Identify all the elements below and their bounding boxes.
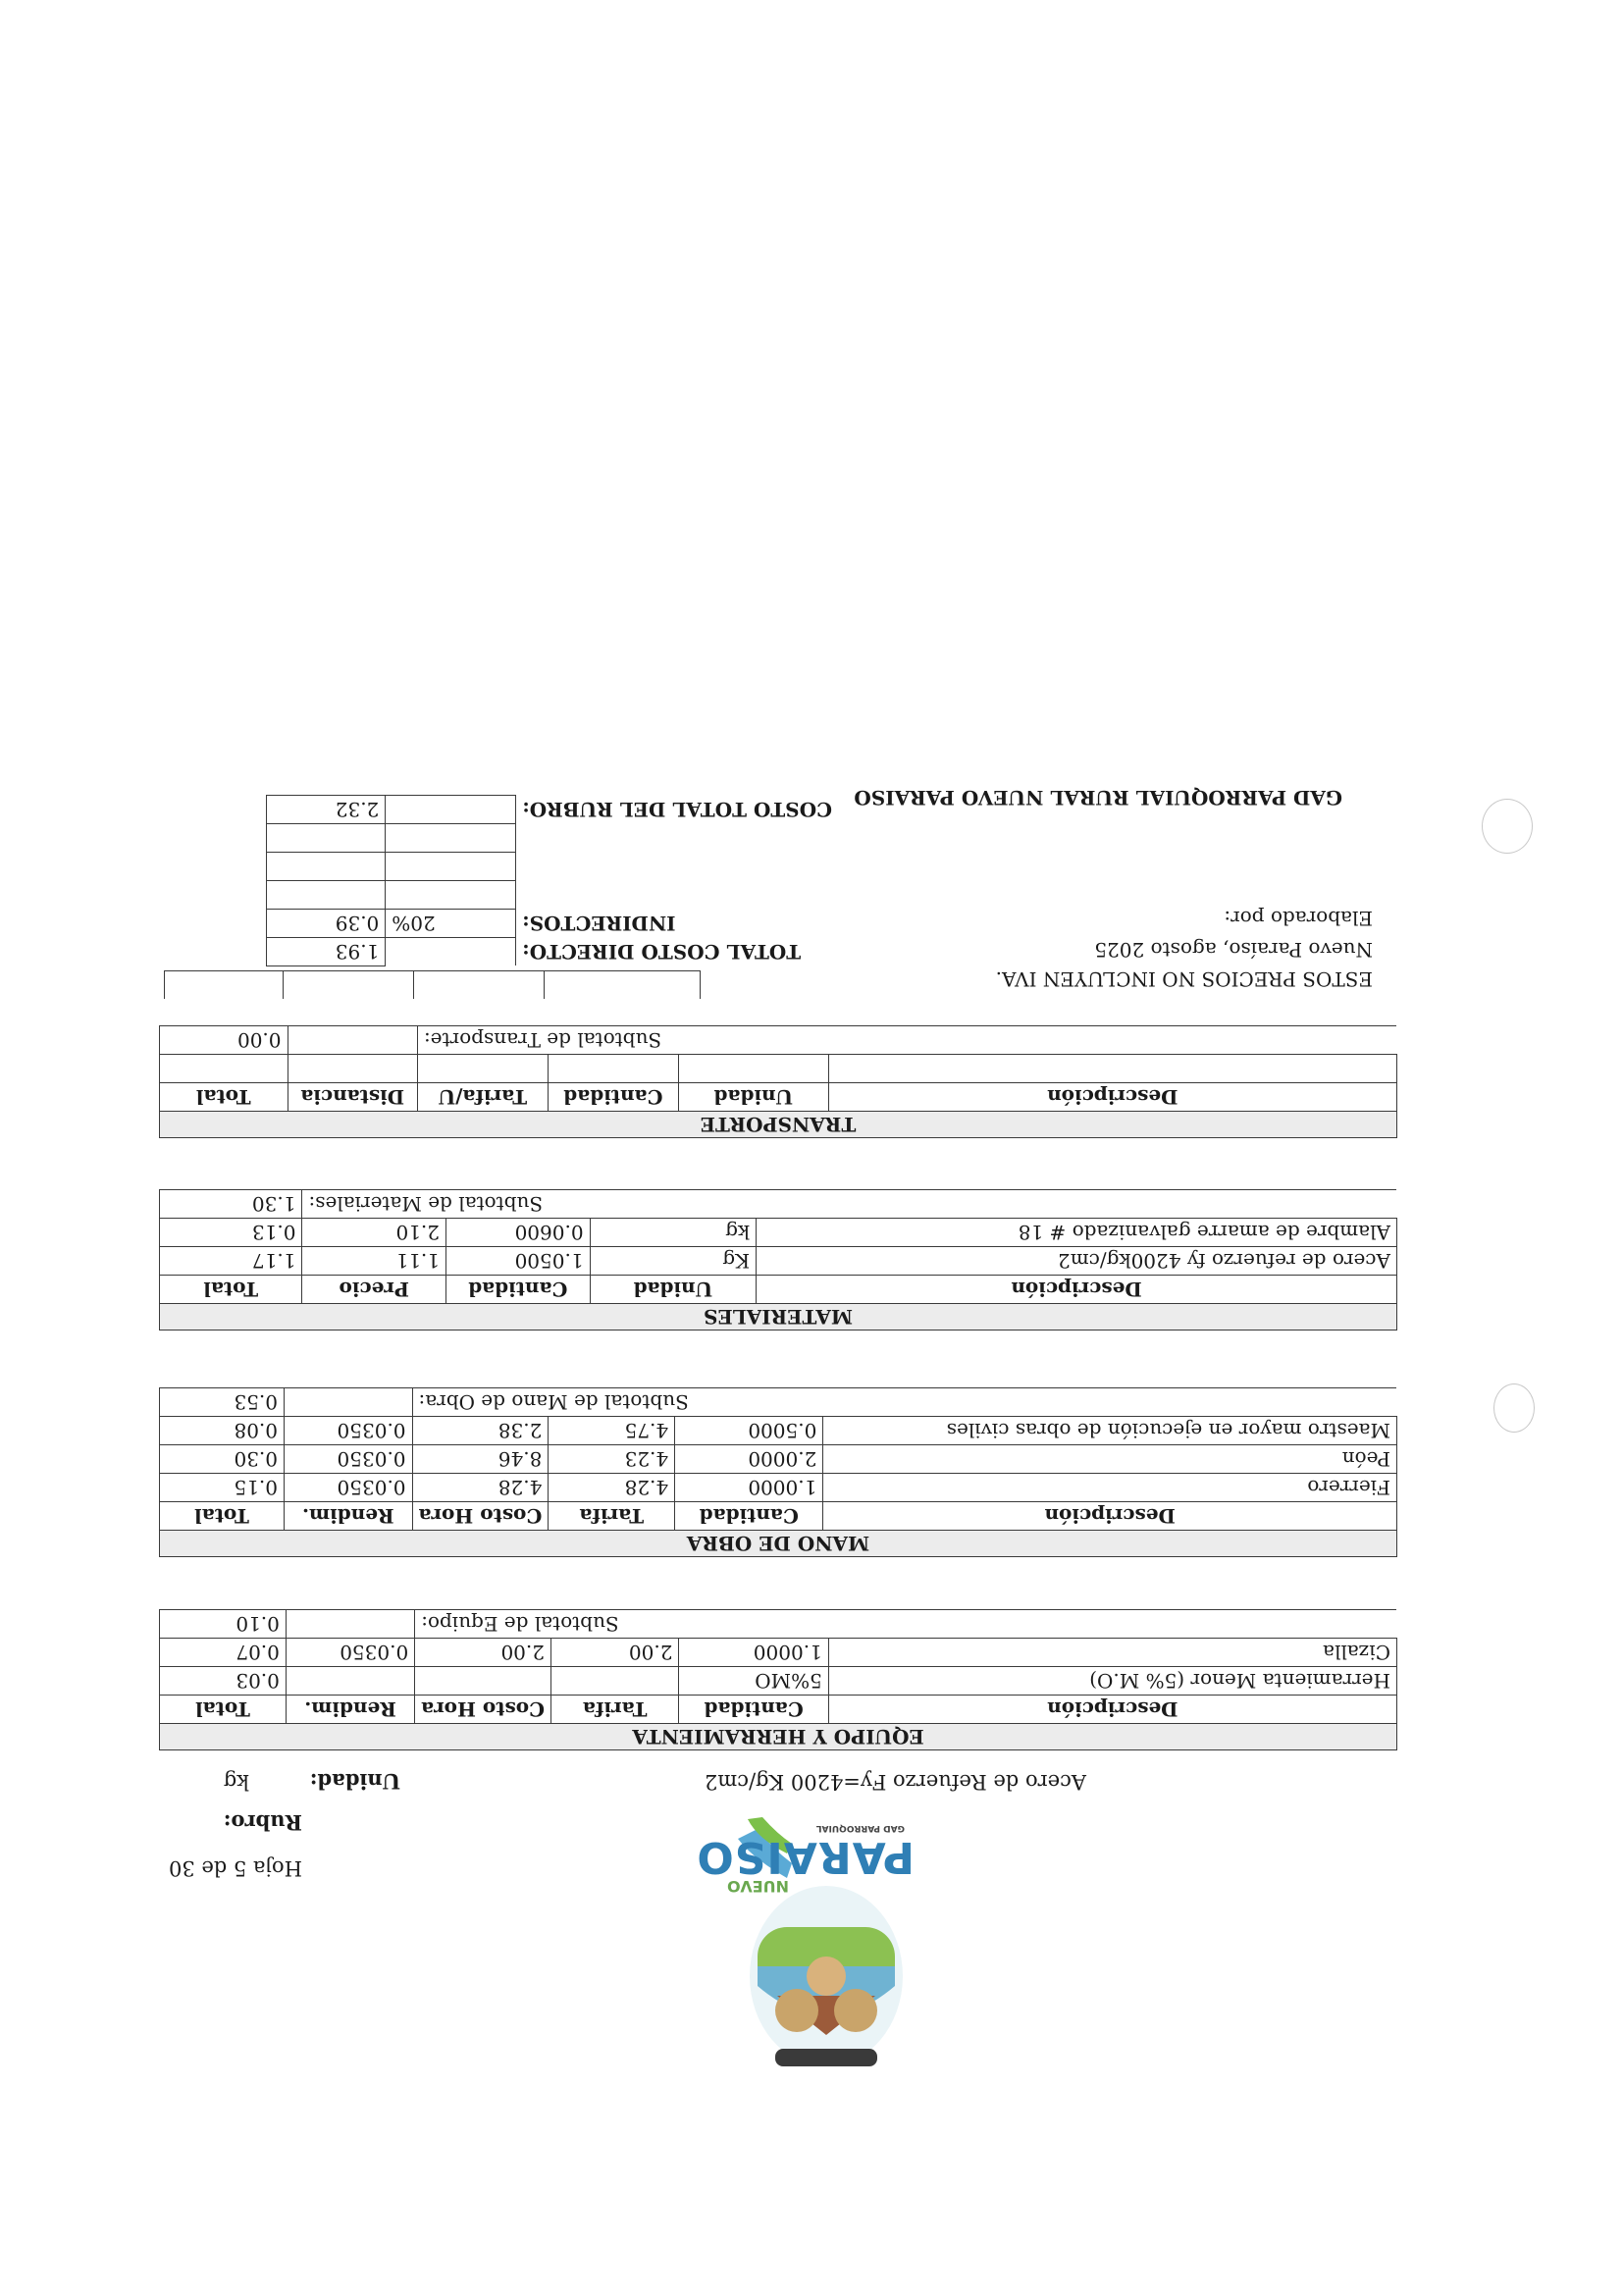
transporte-title: TRANSPORTE (160, 1112, 1397, 1138)
equipo-table (159, 1609, 1397, 1750)
cell: 1.0500 (446, 1247, 591, 1276)
rubro-value: Acero de Refuerzo Fy=4200 Kg/cm2 (704, 1770, 1086, 1794)
cell: 0.0350 (285, 1474, 413, 1502)
col-header: Total (160, 1502, 285, 1531)
cell: 2.00 (551, 1639, 679, 1667)
equipo-title: EQUIPO Y HERRAMIENTA (160, 1724, 1397, 1750)
cell: 0.5000 (675, 1417, 823, 1445)
mano-obra-subtotal-value: 0.53 (160, 1388, 285, 1417)
col-header: Costo Hora (415, 1696, 551, 1724)
cell-total: 0.03 (160, 1667, 287, 1696)
materiales-subtotal-label: Subtotal de Materiales: (302, 1190, 1397, 1219)
col-header: Costo Hora (412, 1502, 549, 1531)
cell: 5%MO (679, 1667, 828, 1696)
transporte-subtotal-value: 0.00 (160, 1026, 288, 1055)
cell-desc: Fierrero (823, 1474, 1397, 1502)
page-counter: Hoja 5 de 30 (169, 1856, 302, 1880)
costo-total-value: 2.32 (267, 796, 386, 824)
col-header: Descripción (757, 1276, 1397, 1304)
logo-subtitle: GAD PARROQUIAL (815, 1823, 905, 1833)
cell: 4.75 (549, 1417, 675, 1445)
col-header: Unidad (590, 1276, 757, 1304)
cell (415, 1667, 551, 1696)
cell (286, 1667, 414, 1696)
col-header: Precio (302, 1276, 446, 1304)
mano-obra-subtotal-label: Subtotal de Mano de Obra: (412, 1388, 1396, 1417)
iva-note: ESTOS PRECIOS NO INCLUYEN IVA. (995, 967, 1373, 991)
indirectos-percent: 20% (386, 910, 516, 938)
col-header: Unidad (678, 1083, 828, 1112)
materiales-title: MATERIALES (160, 1304, 1397, 1331)
cell-total: 0.08 (160, 1417, 285, 1445)
equipo-subtotal-value: 0.10 (160, 1610, 287, 1639)
rubro-label: Rubro: (223, 1810, 302, 1835)
cell: 0.0600 (446, 1219, 591, 1247)
cell-desc: Acero de refuerzo fy 4200kg/cm2 (757, 1247, 1397, 1276)
cell: 2.38 (412, 1417, 549, 1445)
cell: 8.46 (412, 1445, 549, 1474)
indirectos-value: 0.39 (267, 910, 386, 938)
cell: 2.10 (302, 1219, 446, 1247)
cell: 4.23 (549, 1445, 675, 1474)
cell: Kg (590, 1247, 757, 1276)
col-header: Cantidad (446, 1276, 591, 1304)
mano-obra-title: MANO DE OBRA (160, 1531, 1397, 1557)
col-header: Tarifa (551, 1696, 679, 1724)
cell: kg (590, 1219, 757, 1247)
table-row (160, 1445, 1397, 1474)
costo-total-label: COSTO TOTAL DEL RUBRO: (516, 796, 838, 824)
cell (551, 1667, 679, 1696)
cell-total: 0.15 (160, 1474, 285, 1502)
col-header: Total (160, 1696, 287, 1724)
indirectos-label: INDIRECTOS: (516, 910, 838, 938)
gad-name: GAD PARROQUIAL RURAL NUEVO PARAISO (854, 786, 1342, 809)
col-header: Rendim. (286, 1696, 414, 1724)
col-header: Distancia (288, 1083, 417, 1112)
table-row (160, 1055, 1397, 1083)
transporte-table (159, 1025, 1397, 1138)
col-header: Rendim. (285, 1502, 413, 1531)
punch-hole-bottom (1482, 799, 1533, 854)
materiales-table (159, 1189, 1397, 1331)
cell: 1.11 (302, 1247, 446, 1276)
cell: 4.28 (412, 1474, 549, 1502)
cell: 4.28 (549, 1474, 675, 1502)
cell: 1.0000 (675, 1474, 823, 1502)
note-grid (164, 970, 701, 999)
costo-directo-value: 1.93 (267, 938, 386, 966)
logo-nuevo: NUEVO (726, 1877, 789, 1896)
cell-desc: Cizalla (828, 1639, 1396, 1667)
cell-total: 0.30 (160, 1445, 285, 1474)
cell-desc: Alambre de amarre galvanizado # 18 (757, 1219, 1397, 1247)
table-row (160, 1417, 1397, 1445)
transporte-subtotal-label: Subtotal de Transporte: (417, 1026, 1396, 1055)
logo-title: PARAISO (696, 1832, 915, 1882)
cell: 2.0000 (675, 1445, 823, 1474)
cell: 0.0350 (285, 1445, 413, 1474)
col-header: Total (160, 1276, 302, 1304)
nuevo-paraiso-logo (696, 1809, 934, 2104)
summary-table (266, 795, 838, 966)
table-row (160, 1639, 1397, 1667)
cell-total: 0.07 (160, 1639, 287, 1667)
cell: 0.0350 (285, 1417, 413, 1445)
mano-obra-table (159, 1387, 1397, 1557)
equipo-subtotal-label: Subtotal de Equipo: (415, 1610, 1397, 1639)
cell-desc: Herramienta Menor (5% M.O) (828, 1667, 1396, 1696)
table-row (160, 1247, 1397, 1276)
cell: 0.0350 (286, 1639, 414, 1667)
unidad-label: Unidad: (309, 1769, 400, 1794)
punch-hole-top (1493, 1383, 1535, 1433)
cell-total: 1.17 (160, 1247, 302, 1276)
table-row (160, 1667, 1397, 1696)
col-header: Cantidad (675, 1502, 823, 1531)
elaborado-por: Elaborado por: (1224, 907, 1373, 930)
col-header: Tarifa (549, 1502, 675, 1531)
col-header: Cantidad (548, 1083, 678, 1112)
place-date: Nuevo Paraíso, agosto 2025 (1094, 938, 1373, 962)
col-header: Descripción (823, 1502, 1397, 1531)
col-header: Descripción (828, 1083, 1396, 1112)
cell-total: 0.13 (160, 1219, 302, 1247)
costo-directo-label: TOTAL COSTO DIRECTO: (516, 938, 838, 966)
cell: 1.0000 (679, 1639, 828, 1667)
table-row (160, 1474, 1397, 1502)
cell-desc: Peón (823, 1445, 1397, 1474)
col-header: Total (160, 1083, 288, 1112)
materiales-subtotal-value: 1.30 (160, 1190, 302, 1219)
col-header: Cantidad (679, 1696, 828, 1724)
cell-desc: Maestro mayor en ejecución de obras civiles (823, 1417, 1397, 1445)
col-header: Descripción (828, 1696, 1396, 1724)
col-header: Tarifa/U (417, 1083, 548, 1112)
table-row (160, 1219, 1397, 1247)
cell: 2.00 (415, 1639, 551, 1667)
unidad-value: kg (223, 1770, 249, 1794)
